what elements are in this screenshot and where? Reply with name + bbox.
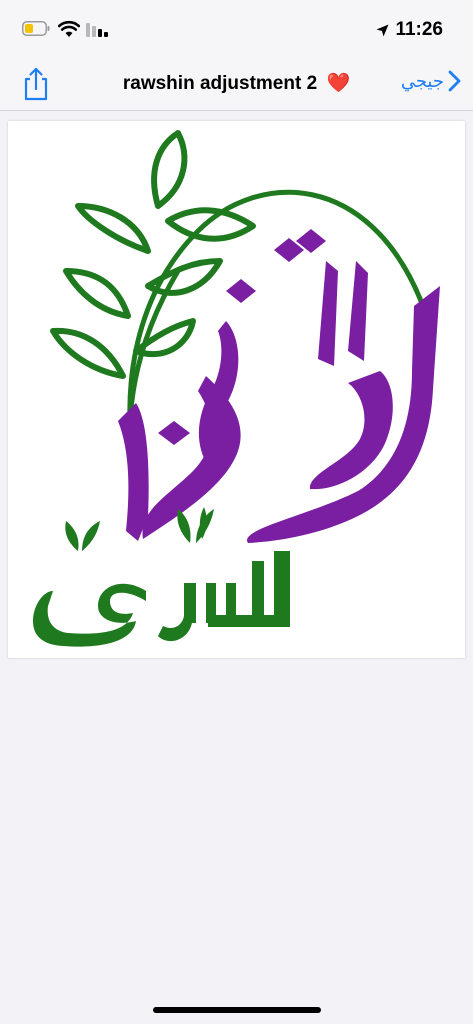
cellular-signal-icon — [86, 21, 108, 37]
sprout-icon — [82, 521, 100, 551]
back-button[interactable] — [401, 70, 461, 92]
image-preview[interactable] — [8, 121, 465, 658]
back-label[interactable]: جيجي — [400, 70, 444, 91]
leaf-icon — [78, 206, 148, 251]
calligraphy-stroke — [310, 371, 393, 489]
leaf-icon — [66, 271, 128, 316]
home-indicator[interactable] — [153, 1007, 321, 1013]
oshan-alsharq-logo — [8, 121, 465, 658]
time-area — [376, 18, 443, 42]
diamond-dot — [226, 279, 256, 303]
leaf-icon — [154, 133, 184, 206]
diamond-dot — [158, 421, 190, 445]
leaf-icon — [148, 261, 220, 293]
calligraphy-stroke — [118, 403, 149, 541]
sheen-tooth — [206, 583, 216, 623]
battery-icon — [22, 21, 50, 36]
sprout-icon — [177, 509, 190, 543]
baseline-stroke — [208, 615, 290, 627]
navigation-bar — [0, 58, 473, 111]
green-calligraphy — [33, 551, 290, 647]
reh-stroke — [158, 583, 196, 641]
calligraphy-stroke — [318, 261, 338, 366]
sheen-tooth — [226, 583, 236, 623]
alef-stroke — [274, 551, 290, 626]
lam-stroke — [252, 561, 264, 623]
calligraphy-stroke — [142, 376, 240, 539]
calligraphy-stroke — [247, 286, 440, 543]
leaf-icon — [168, 210, 253, 238]
chevron-right-icon[interactable] — [448, 70, 461, 92]
nav-title-text: rawshin adjustment 2 — [122, 73, 318, 94]
qaf-stroke — [33, 584, 146, 647]
location-arrow-icon — [376, 24, 389, 37]
status-time: 11:26 — [395, 19, 443, 40]
status-bar — [0, 0, 473, 58]
sprout-icon — [65, 521, 78, 551]
calligraphy-stroke — [348, 261, 368, 361]
heart-icon: ❤️ — [326, 73, 351, 94]
sprout-icon — [200, 507, 207, 539]
leaf-icon — [53, 331, 123, 376]
wifi-icon — [58, 20, 80, 38]
